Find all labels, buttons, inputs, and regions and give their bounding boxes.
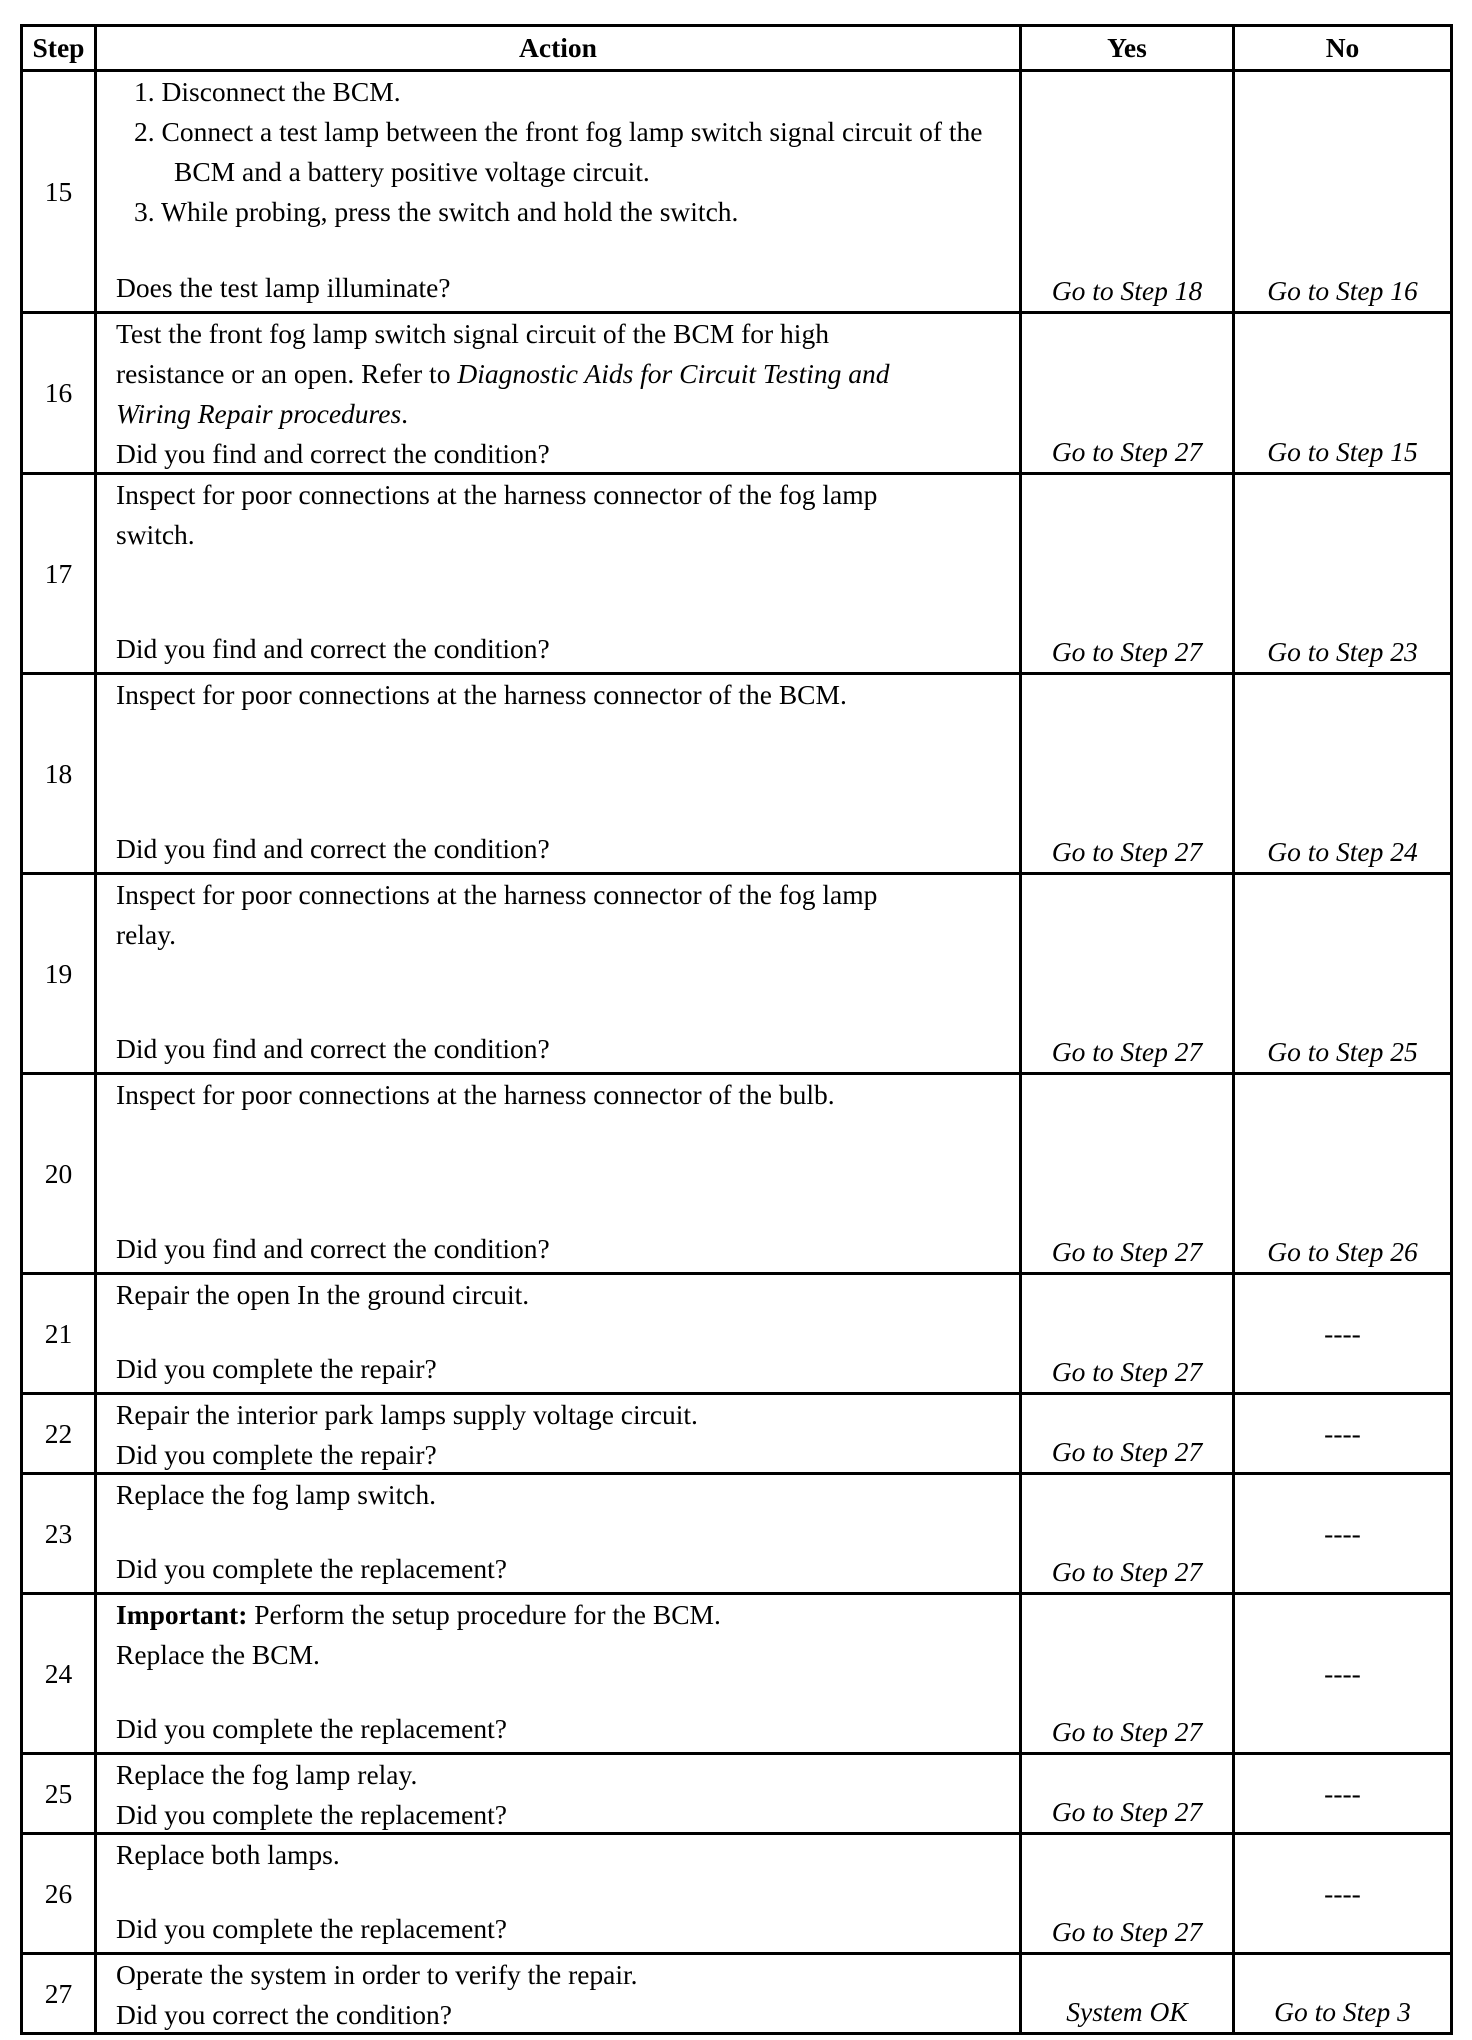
no-cell: ----: [1234, 1594, 1452, 1754]
yes-cell: Go to Step 27: [1021, 313, 1234, 474]
no-cell: Go to Step 15: [1234, 313, 1452, 474]
list-item: 2. Connect a test lamp between the front fog lamp switch signal circuit of the BCM and a battery positive voltage circuit.: [134, 116, 983, 187]
step-number: 22: [22, 1394, 96, 1474]
action-question: Did you find and correct the condition?: [116, 633, 550, 664]
step-number: 18: [22, 674, 96, 874]
action-question: Did you complete the repair?: [116, 1439, 437, 1470]
table-row: [22, 71, 1452, 313]
action-cell: [96, 474, 1021, 674]
no-cell: ----: [1234, 1754, 1452, 1834]
action-cell: [96, 874, 1021, 1074]
table-row: [22, 1474, 1452, 1594]
table-row: [22, 313, 1452, 474]
action-text: Inspect for poor connections at the harness connector of the BCM.: [116, 679, 847, 710]
step-number: 17: [22, 474, 96, 674]
action-text: Test the front fog lamp switch signal circuit of the BCM for high resistance or an open. Refer to: [116, 318, 829, 389]
no-cell: ----: [1234, 1834, 1452, 1954]
action-text: Inspect for poor connections at the harness connector of the bulb.: [116, 1079, 835, 1110]
action-cell: [96, 1954, 1021, 2034]
step-number: 16: [22, 313, 96, 474]
no-cell: Go to Step 24: [1234, 674, 1452, 874]
action-cell: [96, 71, 1021, 313]
no-cell: ----: [1234, 1274, 1452, 1394]
action-cell: [96, 1474, 1021, 1594]
action-text: Replace the fog lamp switch.: [116, 1479, 436, 1510]
header-action: Action: [96, 26, 1021, 71]
yes-cell: Go to Step 27: [1021, 1834, 1234, 1954]
action-text-end: .: [401, 398, 409, 429]
header-step: Step: [22, 26, 96, 71]
table-row: [22, 1594, 1452, 1754]
action-question: Did you complete the replacement?: [116, 1553, 507, 1584]
step-number: 27: [22, 1954, 96, 2034]
yes-cell: Go to Step 27: [1021, 1594, 1234, 1754]
table-row: [22, 874, 1452, 1074]
action-cell: [96, 1394, 1021, 1474]
action-cell: [96, 313, 1021, 474]
action-cell: [96, 1594, 1021, 1754]
action-question: Did you complete the replacement?: [116, 1799, 507, 1830]
yes-cell: System OK: [1021, 1954, 1234, 2034]
no-cell: Go to Step 25: [1234, 874, 1452, 1074]
step-number: 19: [22, 874, 96, 1074]
header-row: [22, 26, 1452, 71]
step-number: 24: [22, 1594, 96, 1754]
action-cell: [96, 1754, 1021, 1834]
yes-cell: Go to Step 27: [1021, 1754, 1234, 1834]
no-cell: ----: [1234, 1474, 1452, 1594]
action-cell: [96, 1274, 1021, 1394]
header-no: No: [1234, 26, 1452, 71]
action-question: Did you complete the repair?: [116, 1353, 437, 1384]
yes-cell: Go to Step 27: [1021, 674, 1234, 874]
action-cell: [96, 1834, 1021, 1954]
table-row: [22, 474, 1452, 674]
yes-cell: Go to Step 27: [1021, 1074, 1234, 1274]
action-question: Did you find and correct the condition?: [116, 1233, 550, 1264]
table-row: [22, 1274, 1452, 1394]
table-row: [22, 1074, 1452, 1274]
step-number: 20: [22, 1074, 96, 1274]
yes-cell: Go to Step 27: [1021, 474, 1234, 674]
yes-cell: Go to Step 27: [1021, 1474, 1234, 1594]
no-cell: Go to Step 26: [1234, 1074, 1452, 1274]
action-question: Did you find and correct the condition?: [116, 833, 550, 864]
table-row: [22, 1394, 1452, 1474]
yes-cell: Go to Step 18: [1021, 71, 1234, 313]
step-number: 23: [22, 1474, 96, 1594]
action-text: Operate the system in order to verify the repair.: [116, 1959, 638, 1990]
table-row: [22, 1954, 1452, 2034]
table-row: [22, 674, 1452, 874]
action-text: Inspect for poor connections at the harness connector of the fog lamp relay.: [116, 879, 878, 950]
no-cell: Go to Step 23: [1234, 474, 1452, 674]
action-question: Did you complete the replacement?: [116, 1913, 507, 1944]
action-text: Inspect for poor connections at the harness connector of the fog lamp switch.: [116, 479, 878, 550]
step-number: 15: [22, 71, 96, 313]
action-question: Did you find and correct the condition?: [116, 1033, 550, 1064]
no-cell: Go to Step 3: [1234, 1954, 1452, 2034]
step-number: 21: [22, 1274, 96, 1394]
list-item: 1. Disconnect the BCM.: [134, 76, 401, 107]
diagnostic-table: [20, 24, 1453, 2035]
action-question: Did you correct the condition?: [116, 1999, 453, 2030]
action-text: Repair the interior park lamps supply voltage circuit.: [116, 1399, 698, 1430]
important-label: Important:: [116, 1599, 248, 1630]
action-cell: [96, 674, 1021, 874]
yes-cell: Go to Step 27: [1021, 1394, 1234, 1474]
action-text: Replace the BCM.: [116, 1639, 320, 1670]
yes-cell: Go to Step 27: [1021, 874, 1234, 1074]
step-number: 26: [22, 1834, 96, 1954]
action-text: Replace the fog lamp relay.: [116, 1759, 418, 1790]
no-cell: Go to Step 16: [1234, 71, 1452, 313]
action-text: Replace both lamps.: [116, 1839, 340, 1870]
list-item: 3. While probing, press the switch and hold the switch.: [134, 196, 739, 227]
action-question: Did you find and correct the condition?: [116, 438, 550, 469]
important-text: Perform the setup procedure for the BCM.: [247, 1599, 721, 1630]
action-question: Did you complete the replacement?: [116, 1713, 507, 1744]
table-row: [22, 1754, 1452, 1834]
yes-cell: Go to Step 27: [1021, 1274, 1234, 1394]
step-number: 25: [22, 1754, 96, 1834]
action-text: Repair the open In the ground circuit.: [116, 1279, 530, 1310]
action-cell: [96, 1074, 1021, 1274]
action-reference: Diagnostic Aids for Circuit Testing and Wiring Repair procedures: [116, 358, 890, 429]
header-yes: Yes: [1021, 26, 1234, 71]
action-question: Does the test lamp illuminate?: [116, 272, 451, 303]
no-cell: ----: [1234, 1394, 1452, 1474]
table-row: [22, 1834, 1452, 1954]
